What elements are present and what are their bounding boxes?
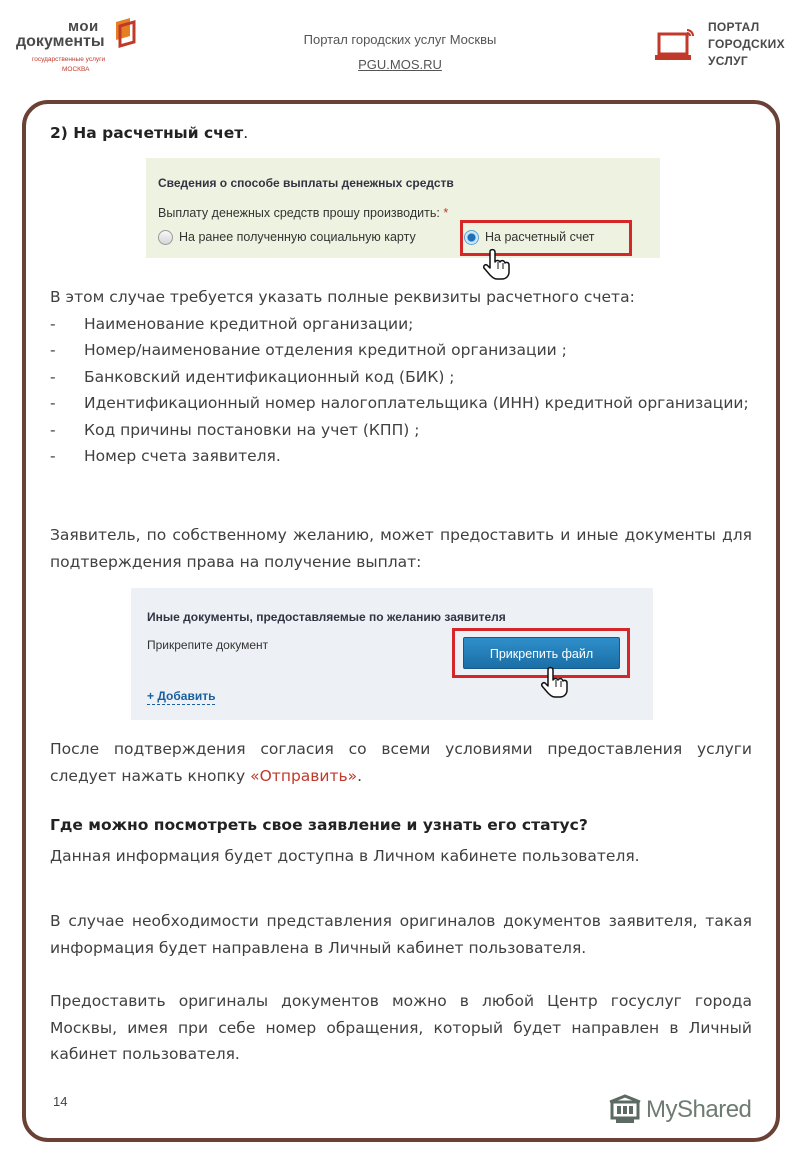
pgu-logo xyxy=(654,18,794,74)
logo-left-line3: государственные услуги xyxy=(32,56,106,63)
list-dash: - xyxy=(50,367,56,386)
requisites-block xyxy=(50,284,752,470)
header-center xyxy=(250,32,550,72)
payment-method-title: Сведения о способе выплаты денежных средств xyxy=(158,176,454,190)
originals-paragraph-1: В случае необходимости представления оригиналов документов заявителя, такая информация будет направлена в Личный кабинет пользователя. xyxy=(50,912,752,957)
payment-method-label xyxy=(158,206,448,220)
list-item-text: Номер/наименование отделения кредитной организации ; xyxy=(84,341,567,359)
myshared-logo-icon xyxy=(608,1094,642,1126)
status-section xyxy=(50,812,752,869)
logo-left-line4: МОСКВА xyxy=(62,66,90,73)
portal-title: Портал городских услуг Москвы xyxy=(303,32,497,47)
list-item-text: Номер счета заявителя. xyxy=(84,447,281,465)
list-item-text: Идентификационный номер налогоплательщика (ИНН) кредитной организации; xyxy=(84,394,749,412)
list-item xyxy=(50,311,752,338)
requisites-list xyxy=(50,311,752,470)
list-item-text: Наименование кредитной организации; xyxy=(84,314,414,333)
section-heading-suffix: . xyxy=(243,124,249,142)
radio-social-card[interactable] xyxy=(158,230,173,245)
laptop-icon xyxy=(654,28,696,62)
other-docs-paragraph: Заявитель, по собственному желанию, может предоставить и иные документы для подтверждения права на получение выплат: xyxy=(50,526,752,571)
submit-para-end: . xyxy=(357,766,363,785)
logo-right-line3: УСЛУГ xyxy=(708,54,749,68)
logo-left-line2: документы xyxy=(16,33,105,50)
page-header xyxy=(0,0,800,100)
list-dash: - xyxy=(50,447,56,465)
logo-right-line1: ПОРТАЛ xyxy=(708,20,760,34)
required-mark: * xyxy=(443,206,449,220)
section-heading-text: 2) На расчетный счет xyxy=(50,124,244,142)
submit-paragraph xyxy=(50,736,752,789)
submit-button-mention: «Отправить» xyxy=(250,766,358,785)
list-dash: - xyxy=(50,420,56,439)
list-item-text: Банковский идентификационный код (БИК) ; xyxy=(84,367,455,386)
logo-right-line2: ГОРОДСКИХ xyxy=(708,37,785,51)
logo-mark-icon xyxy=(110,16,138,50)
list-item xyxy=(50,337,752,364)
page-number: 14 xyxy=(53,1094,68,1109)
logo-left-line1: мои xyxy=(68,18,99,35)
list-dash: - xyxy=(50,314,56,333)
list-item-text: Код причины постановки на учет (КПП) ; xyxy=(84,420,420,439)
originals-paragraph-2: Предоставить оригиналы документов можно в любой Центр госуслуг города Москвы, имея при себе номер обращения, который будет направлен в Личный кабинет пользователя. xyxy=(50,992,752,1063)
section-heading xyxy=(50,124,248,142)
list-item xyxy=(50,443,752,470)
attach-file-button[interactable]: Прикрепить файл xyxy=(463,637,620,669)
list-item xyxy=(50,390,752,417)
submit-para-start: После подтверждения согласия со всеми условиями предоставления услуги следует нажать кнопку xyxy=(50,740,752,785)
list-item xyxy=(50,417,752,444)
portal-url-link[interactable]: PGU.MOS.RU xyxy=(358,57,442,72)
moi-dokumenty-logo xyxy=(16,16,146,82)
list-dash: - xyxy=(50,341,56,359)
add-link[interactable]: + Добавить xyxy=(147,689,216,703)
attach-document-label: Прикрепите документ xyxy=(147,638,269,652)
payment-method-label-text: Выплату денежных средств прошу производить: xyxy=(158,206,440,220)
list-dash: - xyxy=(50,394,56,412)
option-social-card-label[interactable]: На ранее полученную социальную карту xyxy=(179,230,416,244)
hand-cursor-icon xyxy=(540,666,570,698)
myshared-text: MyShared xyxy=(646,1096,752,1123)
status-question: Где можно посмотреть свое заявление и узнать его статус? xyxy=(50,816,588,834)
other-documents-title: Иные документы, предоставляемые по желанию заявителя xyxy=(147,610,506,624)
myshared-watermark xyxy=(606,1092,766,1128)
list-item xyxy=(50,364,752,391)
status-answer: Данная информация будет доступна в Личном кабинете пользователя. xyxy=(50,846,640,865)
requisites-intro: В этом случае требуется указать полные реквизиты расчетного счета: xyxy=(50,288,635,306)
hand-cursor-icon xyxy=(482,248,512,280)
option-bank-account-label[interactable]: На расчетный счет xyxy=(485,230,595,244)
